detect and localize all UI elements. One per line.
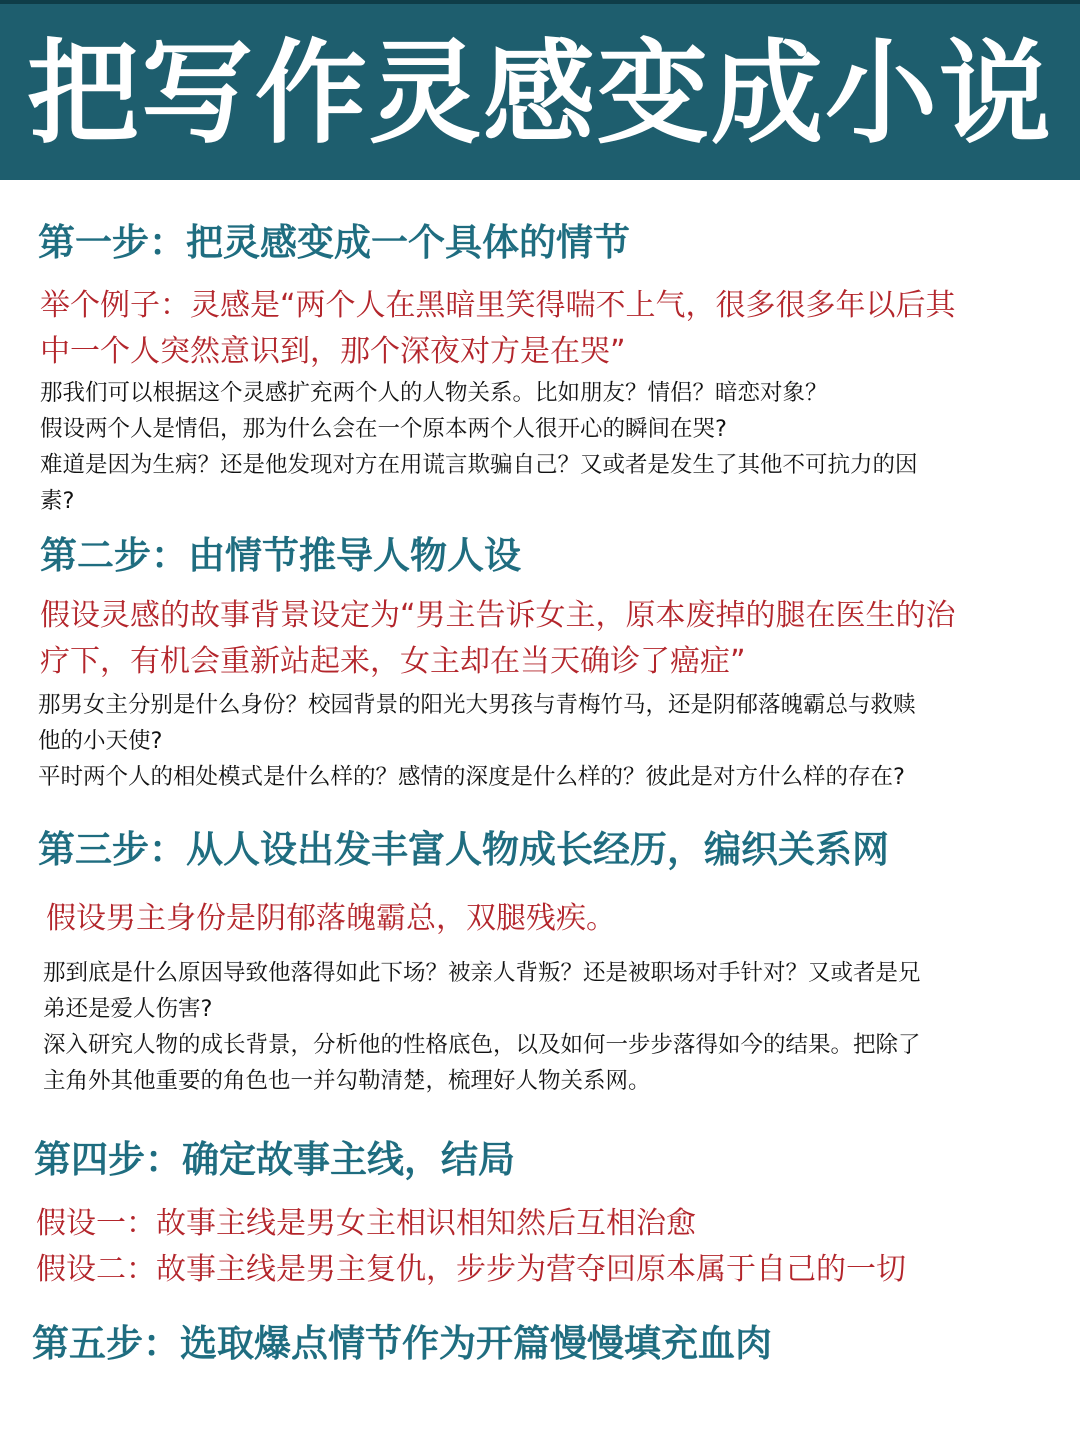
step-3-example xyxy=(46,896,1056,942)
step-3-body xyxy=(43,955,1058,1099)
step-3-body-line: 主角外其他重要的角色也一并勾勒清楚，梳理好人物关系网。 xyxy=(43,1068,651,1094)
step-1-body-line: 那我们可以根据这个灵感扩充两个人的人物关系。比如朋友？情侣？暗恋对象？ xyxy=(40,380,828,406)
step-3-example-line: 假设男主身份是阴郁落魄霸总，双腿残疾。 xyxy=(46,901,616,936)
step-2-heading: 第二步：由情节推导人物人设 xyxy=(40,534,521,577)
step-5-heading: 第五步：选取爆点情节作为开篇慢慢填充血肉 xyxy=(32,1322,772,1365)
step-4-example-line: 假设一：故事主线是男女主相识相知然后互相治愈 xyxy=(36,1206,696,1241)
step-3-body-line: 那到底是什么原因导致他落得如此下场？被亲人背叛？还是被职场对手针对？又或者是兄 xyxy=(43,960,921,986)
step-3-body-line: 弟还是爱人伤害? xyxy=(43,996,213,1022)
step-2-example-line: 假设灵感的故事背景设定为“男主告诉女主，原本废掉的腿在医生的治 xyxy=(40,598,956,633)
step-3-body-line: 深入研究人物的成长背景，分析他的性格底色，以及如何一步步落得如今的结果。把除了 xyxy=(43,1032,921,1058)
step-1-body xyxy=(40,375,1055,519)
step-1-heading: 第一步：把灵感变成一个具体的情节 xyxy=(38,221,630,264)
step-4-example-line: 假设二：故事主线是男主复仇，步步为营夺回原本属于自己的一切 xyxy=(36,1252,906,1287)
step-3-heading: 第三步：从人设出发丰富人物成长经历，编织关系网 xyxy=(38,828,889,871)
title-banner xyxy=(0,0,1080,180)
step-4-heading: 第四步：确定故事主线，结局 xyxy=(34,1138,515,1181)
step-2-body-line: 他的小天使? xyxy=(38,728,163,754)
step-1-example-line: 中一个人突然意识到，那个深夜对方是在哭” xyxy=(40,334,626,369)
step-2-example-line: 疗下，有机会重新站起来，女主却在当天确诊了癌症” xyxy=(40,644,746,679)
step-1-body-line: 假设两个人是情侣，那为什么会在一个原本两个人很开心的瞬间在哭? xyxy=(40,416,727,442)
step-1-example-line: 举个例子：灵感是“两个人在黑暗里笑得喘不上气，很多很多年以后其 xyxy=(40,288,956,323)
step-2-body-line: 那男女主分别是什么身份？校园背景的阳光大男孩与青梅竹马，还是阴郁落魄霸总与救赎 xyxy=(38,692,916,718)
step-4-example xyxy=(36,1201,1046,1293)
step-2-example xyxy=(40,593,1050,685)
step-1-body-line: 素? xyxy=(40,488,75,514)
step-2-body xyxy=(38,687,1053,795)
step-1-body-line: 难道是因为生病？还是他发现对方在用谎言欺骗自己？又或者是发生了其他不可抗力的因 xyxy=(40,452,918,478)
step-1-example xyxy=(40,283,1050,375)
step-2-body-line: 平时两个人的相处模式是什么样的？感情的深度是什么样的？彼此是对方什么样的存在? xyxy=(38,764,905,790)
page-title: 把写作灵感变成小说 xyxy=(27,29,1053,159)
